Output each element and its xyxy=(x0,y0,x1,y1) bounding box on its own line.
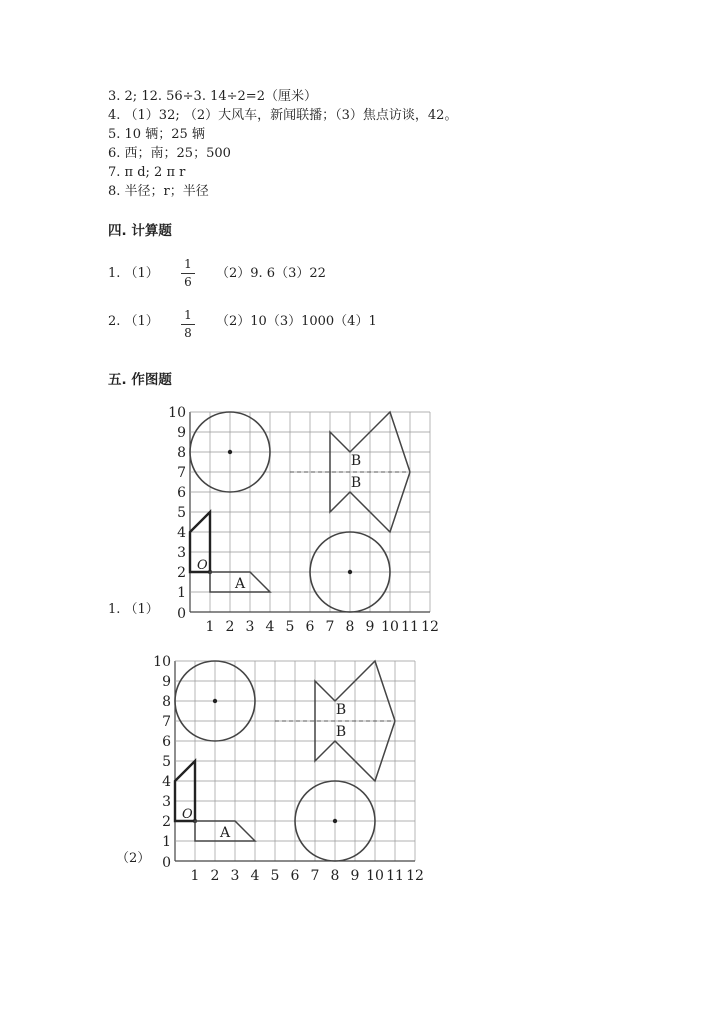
y-tick-label: 9 xyxy=(162,674,171,690)
coordinate-grid-figure-1 xyxy=(150,404,450,634)
x-tick-label: 11 xyxy=(401,619,419,634)
shape-b-label-bottom: B xyxy=(335,724,347,740)
answer-6: 6. 西；南；25；500 xyxy=(108,146,231,161)
calc-q2-prefix: 2. （1） xyxy=(108,314,159,329)
y-tick-label: 10 xyxy=(168,405,186,421)
shape-b-label-top: B xyxy=(350,453,362,469)
y-tick-label: 8 xyxy=(177,445,186,461)
x-tick-label: 3 xyxy=(230,868,240,883)
x-tick-label: 8 xyxy=(345,619,355,634)
x-tick-label: 9 xyxy=(365,619,375,634)
answer-7: 7. π d; 2 π r xyxy=(108,165,186,180)
y-tick-label: 2 xyxy=(177,565,186,581)
coordinate-grid-figure-2 xyxy=(135,653,435,883)
x-tick-label: 4 xyxy=(250,868,260,883)
x-tick-label: 10 xyxy=(366,868,384,883)
origin-label: 0 xyxy=(177,606,186,622)
x-tick-label: 2 xyxy=(225,619,235,634)
shape-a-label: A xyxy=(219,825,231,841)
y-tick-label: 10 xyxy=(153,654,171,670)
circle-center-dot xyxy=(228,450,232,454)
x-tick-label: 1 xyxy=(205,619,215,634)
answer-3: 3. 2; 12. 56÷3. 14÷2=2（厘米） xyxy=(108,89,317,104)
y-tick-label: 7 xyxy=(162,714,171,730)
point-o-label: O xyxy=(197,558,208,573)
fraction-numerator: 1 xyxy=(184,257,192,271)
x-tick-label: 6 xyxy=(305,619,315,634)
calc-q1-fraction xyxy=(181,258,195,288)
fraction-bar xyxy=(181,273,195,274)
y-tick-label: 3 xyxy=(177,545,186,561)
y-tick-label: 4 xyxy=(177,525,186,541)
section-4-heading: 四. 计算题 xyxy=(108,223,172,239)
y-tick-label: 4 xyxy=(162,774,171,790)
y-tick-label: 7 xyxy=(177,465,186,481)
x-tick-label: 6 xyxy=(290,868,300,883)
answer-5: 5. 10 辆；25 辆 xyxy=(108,127,205,142)
x-tick-label: 11 xyxy=(386,868,404,883)
section-5-heading: 五. 作图题 xyxy=(108,372,172,388)
y-tick-label: 8 xyxy=(162,694,171,710)
circle-center-dot xyxy=(213,699,217,703)
fraction-denominator: 6 xyxy=(184,275,192,289)
origin-label: 0 xyxy=(162,855,171,871)
x-tick-label: 3 xyxy=(245,619,255,634)
y-tick-label: 9 xyxy=(177,425,186,441)
circle-center-dot xyxy=(333,819,337,823)
figure-1-label: 1. （1） xyxy=(108,602,159,617)
y-tick-label: 1 xyxy=(162,834,171,850)
x-tick-label: 12 xyxy=(406,868,424,883)
x-tick-label: 4 xyxy=(265,619,275,634)
fraction-bar xyxy=(181,324,195,325)
answer-4: 4. （1）32; （2）大风车，新闻联播；（3）焦点访谈，42。 xyxy=(108,108,458,123)
calc-q2-rest: （2）10（3）1000（4）1 xyxy=(216,314,377,329)
shape-b-label-bottom: B xyxy=(350,475,362,491)
y-tick-label: 5 xyxy=(162,754,171,770)
calc-q1-prefix: 1. （1） xyxy=(108,266,159,281)
figure-2-label: （2） xyxy=(116,851,151,866)
shape-b-label-top: B xyxy=(335,702,347,718)
x-tick-label: 5 xyxy=(285,619,295,634)
y-tick-label: 6 xyxy=(162,734,171,750)
y-tick-label: 2 xyxy=(162,814,171,830)
y-tick-label: 1 xyxy=(177,585,186,601)
shape-a-label: A xyxy=(234,576,246,592)
y-tick-label: 6 xyxy=(177,485,186,501)
x-tick-label: 5 xyxy=(270,868,280,883)
fraction-numerator: 1 xyxy=(184,308,192,322)
answer-8: 8. 半径；r；半径 xyxy=(108,184,209,199)
fraction-denominator: 8 xyxy=(184,326,192,340)
x-tick-label: 12 xyxy=(421,619,439,634)
calc-q2-fraction xyxy=(181,309,195,339)
x-tick-label: 7 xyxy=(310,868,320,883)
calc-q1-rest: （2）9. 6（3）22 xyxy=(216,266,326,281)
x-tick-label: 10 xyxy=(381,619,399,634)
y-tick-label: 3 xyxy=(162,794,171,810)
x-tick-label: 7 xyxy=(325,619,335,634)
x-tick-label: 9 xyxy=(350,868,360,883)
x-tick-label: 8 xyxy=(330,868,340,883)
y-tick-label: 5 xyxy=(177,505,186,521)
point-o-label: O xyxy=(182,807,193,822)
circle-center-dot xyxy=(348,570,352,574)
x-tick-label: 1 xyxy=(190,868,200,883)
x-tick-label: 2 xyxy=(210,868,220,883)
